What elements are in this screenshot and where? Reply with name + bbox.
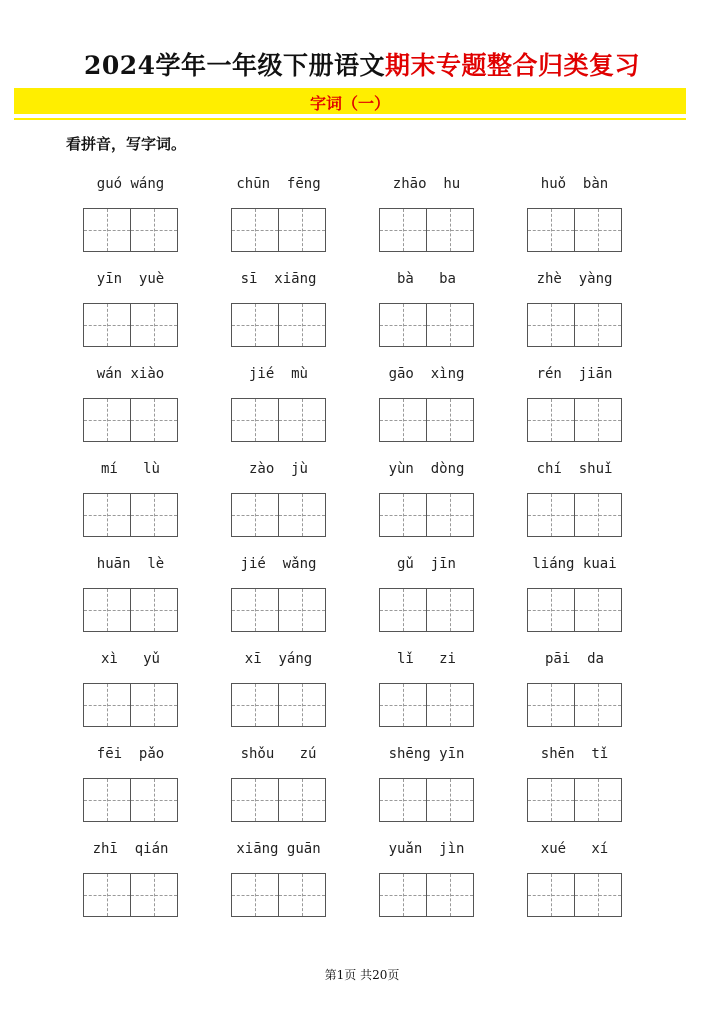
tianzige-box[interactable] xyxy=(231,208,279,252)
tianzige-box[interactable] xyxy=(83,398,131,442)
guide-line-horizontal xyxy=(427,325,473,326)
guide-line-horizontal xyxy=(84,705,130,706)
pinyin-label: zhī qián xyxy=(92,841,169,857)
tianzige-box[interactable] xyxy=(379,778,427,822)
tianzige-box[interactable] xyxy=(231,778,279,822)
guide-line-horizontal xyxy=(380,610,426,611)
pinyin-label: chí shuǐ xyxy=(536,461,613,477)
tianzige-box[interactable] xyxy=(279,873,326,917)
page-title xyxy=(0,46,724,82)
guide-line-horizontal xyxy=(427,230,473,231)
writing-boxes xyxy=(527,588,622,632)
tianzige-box[interactable] xyxy=(279,683,326,727)
guide-line-horizontal xyxy=(232,325,278,326)
tianzige-box[interactable] xyxy=(231,588,279,632)
tianzige-box[interactable] xyxy=(575,493,622,537)
guide-line-horizontal xyxy=(380,420,426,421)
guide-line-horizontal xyxy=(380,895,426,896)
guide-line-horizontal xyxy=(528,800,574,801)
guide-line-horizontal xyxy=(232,895,278,896)
tianzige-box[interactable] xyxy=(527,683,575,727)
tianzige-box[interactable] xyxy=(131,778,178,822)
pinyin-label: rén jiān xyxy=(536,366,613,382)
tianzige-box[interactable] xyxy=(427,303,474,347)
writing-boxes xyxy=(379,208,474,252)
writing-boxes xyxy=(379,588,474,632)
guide-line-horizontal xyxy=(575,705,621,706)
pinyin-label: huǒ bàn xyxy=(540,176,609,192)
pinyin-label: huān lè xyxy=(96,556,165,572)
pinyin-label: liáng kuai xyxy=(532,556,617,572)
tianzige-box[interactable] xyxy=(527,208,575,252)
pinyin-label: yīn yuè xyxy=(96,271,165,287)
tianzige-box[interactable] xyxy=(231,683,279,727)
tianzige-box[interactable] xyxy=(279,303,326,347)
tianzige-box[interactable] xyxy=(575,683,622,727)
tianzige-box[interactable] xyxy=(131,873,178,917)
pinyin-label: shǒu zú xyxy=(240,746,317,762)
writing-boxes xyxy=(527,398,622,442)
guide-line-horizontal xyxy=(380,325,426,326)
tianzige-box[interactable] xyxy=(231,303,279,347)
tianzige-box[interactable] xyxy=(231,493,279,537)
tianzige-box[interactable] xyxy=(575,778,622,822)
pinyin-label: gāo xìng xyxy=(388,366,465,382)
guide-line-horizontal xyxy=(427,515,473,516)
guide-line-horizontal xyxy=(279,895,325,896)
guide-line-horizontal xyxy=(232,230,278,231)
tianzige-box[interactable] xyxy=(379,683,427,727)
writing-boxes xyxy=(231,398,326,442)
guide-line-horizontal xyxy=(279,325,325,326)
tianzige-box[interactable] xyxy=(575,303,622,347)
writing-boxes xyxy=(83,588,178,632)
tianzige-box[interactable] xyxy=(279,588,326,632)
tianzige-box[interactable] xyxy=(131,588,178,632)
pinyin-label: mí lù xyxy=(100,461,160,477)
pinyin-label: xué xí xyxy=(540,841,609,857)
tianzige-box[interactable] xyxy=(279,398,326,442)
guide-line-horizontal xyxy=(232,420,278,421)
tianzige-box[interactable] xyxy=(527,303,575,347)
pinyin-label: jié mù xyxy=(248,366,308,382)
tianzige-box[interactable] xyxy=(575,588,622,632)
tianzige-box[interactable] xyxy=(427,398,474,442)
tianzige-box[interactable] xyxy=(527,493,575,537)
pinyin-label: chūn fēng xyxy=(236,176,321,192)
writing-boxes xyxy=(83,303,178,347)
writing-boxes xyxy=(83,778,178,822)
tianzige-box[interactable] xyxy=(427,588,474,632)
tianzige-box[interactable] xyxy=(379,873,427,917)
pinyin-label: sī xiāng xyxy=(240,271,317,287)
banner-divider xyxy=(14,118,686,120)
guide-line-horizontal xyxy=(131,420,177,421)
writing-boxes xyxy=(379,683,474,727)
guide-line-horizontal xyxy=(575,230,621,231)
guide-line-horizontal xyxy=(528,420,574,421)
guide-line-horizontal xyxy=(232,515,278,516)
pinyin-label: gǔ jīn xyxy=(396,556,456,572)
pinyin-label: shēn tǐ xyxy=(540,746,609,762)
guide-line-horizontal xyxy=(84,800,130,801)
tianzige-box[interactable] xyxy=(527,778,575,822)
tianzige-box[interactable] xyxy=(379,208,427,252)
tianzige-box[interactable] xyxy=(279,493,326,537)
pinyin-label: zhè yàng xyxy=(536,271,613,287)
writing-boxes xyxy=(83,493,178,537)
pinyin-label: xiāng guān xyxy=(236,841,321,857)
tianzige-box[interactable] xyxy=(83,303,131,347)
guide-line-horizontal xyxy=(232,705,278,706)
guide-line-horizontal xyxy=(84,515,130,516)
tianzige-box[interactable] xyxy=(427,208,474,252)
guide-line-horizontal xyxy=(380,230,426,231)
guide-line-horizontal xyxy=(84,610,130,611)
writing-boxes xyxy=(527,303,622,347)
pinyin-label: xì yǔ xyxy=(100,651,160,667)
tianzige-box[interactable] xyxy=(427,873,474,917)
guide-line-horizontal xyxy=(528,230,574,231)
guide-line-horizontal xyxy=(279,800,325,801)
guide-line-horizontal xyxy=(84,230,130,231)
guide-line-horizontal xyxy=(427,895,473,896)
tianzige-box[interactable] xyxy=(279,208,326,252)
writing-boxes xyxy=(83,208,178,252)
guide-line-horizontal xyxy=(528,705,574,706)
pinyin-label: yuǎn jìn xyxy=(388,841,465,857)
writing-boxes xyxy=(379,493,474,537)
guide-line-horizontal xyxy=(131,800,177,801)
tianzige-box[interactable] xyxy=(231,398,279,442)
guide-line-horizontal xyxy=(84,325,130,326)
guide-line-horizontal xyxy=(380,705,426,706)
guide-line-horizontal xyxy=(279,420,325,421)
tianzige-box[interactable] xyxy=(379,588,427,632)
pinyin-label: zhāo hu xyxy=(392,176,461,192)
tianzige-box[interactable] xyxy=(83,778,131,822)
writing-boxes xyxy=(83,873,178,917)
writing-boxes xyxy=(231,778,326,822)
guide-line-horizontal xyxy=(232,800,278,801)
section-banner xyxy=(14,88,686,114)
guide-line-horizontal xyxy=(528,610,574,611)
tianzige-box[interactable] xyxy=(131,683,178,727)
guide-line-horizontal xyxy=(279,705,325,706)
tianzige-box[interactable] xyxy=(379,398,427,442)
guide-line-horizontal xyxy=(427,610,473,611)
pinyin-label: yùn dòng xyxy=(388,461,465,477)
writing-boxes xyxy=(527,778,622,822)
writing-boxes xyxy=(231,588,326,632)
guide-line-horizontal xyxy=(131,705,177,706)
writing-boxes xyxy=(379,303,474,347)
pinyin-label: wán xiào xyxy=(96,366,165,382)
guide-line-horizontal xyxy=(427,705,473,706)
tianzige-box[interactable] xyxy=(427,683,474,727)
guide-line-horizontal xyxy=(528,895,574,896)
title-red-part: 期末专题整合归类复习 xyxy=(385,51,641,80)
tianzige-box[interactable] xyxy=(131,208,178,252)
guide-line-horizontal xyxy=(575,515,621,516)
tianzige-box[interactable] xyxy=(527,588,575,632)
tianzige-box[interactable] xyxy=(379,493,427,537)
guide-line-horizontal xyxy=(427,800,473,801)
guide-line-horizontal xyxy=(84,895,130,896)
writing-boxes xyxy=(231,683,326,727)
guide-line-horizontal xyxy=(84,420,130,421)
tianzige-box[interactable] xyxy=(131,398,178,442)
guide-line-horizontal xyxy=(279,610,325,611)
guide-line-horizontal xyxy=(131,610,177,611)
tianzige-box[interactable] xyxy=(131,493,178,537)
pinyin-label: pāi da xyxy=(544,651,604,667)
tianzige-box[interactable] xyxy=(279,778,326,822)
tianzige-box[interactable] xyxy=(83,873,131,917)
tianzige-box[interactable] xyxy=(83,208,131,252)
guide-line-horizontal xyxy=(575,895,621,896)
page-footer: 第1页 共20页 xyxy=(324,968,400,982)
pinyin-label: xī yáng xyxy=(244,651,313,667)
writing-boxes xyxy=(231,493,326,537)
guide-line-horizontal xyxy=(232,610,278,611)
tianzige-box[interactable] xyxy=(83,683,131,727)
pinyin-label: zào jù xyxy=(248,461,308,477)
writing-boxes xyxy=(527,493,622,537)
pinyin-label: jié wǎng xyxy=(240,556,317,572)
tianzige-box[interactable] xyxy=(575,208,622,252)
tianzige-box[interactable] xyxy=(379,303,427,347)
pinyin-label: guó wáng xyxy=(96,176,165,192)
writing-boxes xyxy=(83,398,178,442)
pinyin-label: lǐ zi xyxy=(396,651,456,667)
guide-line-horizontal xyxy=(131,895,177,896)
guide-line-horizontal xyxy=(528,515,574,516)
guide-line-horizontal xyxy=(575,325,621,326)
writing-boxes xyxy=(83,683,178,727)
writing-boxes xyxy=(231,873,326,917)
writing-boxes xyxy=(231,303,326,347)
writing-boxes xyxy=(527,208,622,252)
tianzige-box[interactable] xyxy=(527,398,575,442)
tianzige-box[interactable] xyxy=(527,873,575,917)
writing-boxes xyxy=(379,873,474,917)
tianzige-box[interactable] xyxy=(575,873,622,917)
tianzige-box[interactable] xyxy=(427,493,474,537)
tianzige-box[interactable] xyxy=(131,303,178,347)
guide-line-horizontal xyxy=(279,230,325,231)
guide-line-horizontal xyxy=(380,515,426,516)
tianzige-box[interactable] xyxy=(83,493,131,537)
guide-line-horizontal xyxy=(131,325,177,326)
section-banner-label: 字词（一） xyxy=(309,94,390,113)
tianzige-box[interactable] xyxy=(575,398,622,442)
guide-line-horizontal xyxy=(279,515,325,516)
writing-boxes xyxy=(527,873,622,917)
tianzige-box[interactable] xyxy=(83,588,131,632)
guide-line-horizontal xyxy=(427,420,473,421)
title-black-part: 2024学年一年级下册语文 xyxy=(83,51,386,80)
writing-boxes xyxy=(527,683,622,727)
guide-line-horizontal xyxy=(380,800,426,801)
pinyin-label: bà ba xyxy=(396,271,456,287)
writing-boxes xyxy=(231,208,326,252)
pinyin-label: fēi pǎo xyxy=(96,746,165,762)
guide-line-horizontal xyxy=(575,610,621,611)
writing-boxes xyxy=(379,398,474,442)
guide-line-horizontal xyxy=(131,230,177,231)
guide-line-horizontal xyxy=(575,800,621,801)
guide-line-horizontal xyxy=(528,325,574,326)
guide-line-horizontal xyxy=(575,420,621,421)
guide-line-horizontal xyxy=(131,515,177,516)
tianzige-box[interactable] xyxy=(231,873,279,917)
exercise-instruction: 看拼音，写字词。 xyxy=(66,135,187,153)
pinyin-label: shēng yīn xyxy=(388,746,465,762)
tianzige-box[interactable] xyxy=(427,778,474,822)
writing-boxes xyxy=(379,778,474,822)
